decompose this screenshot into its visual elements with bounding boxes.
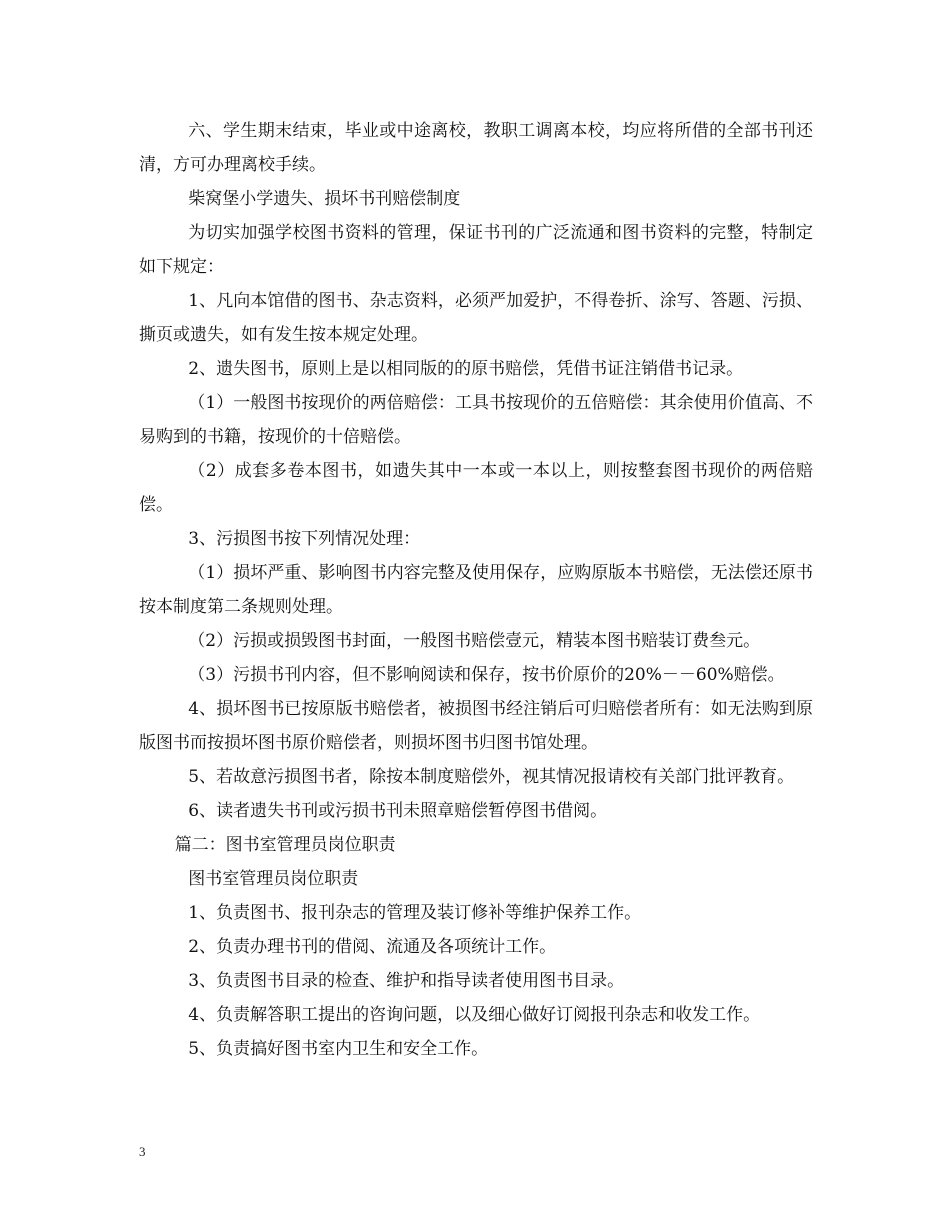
- paragraph: （3）污损书刊内容，但不影响阅读和保存，按书价原价的20%－－60%赔偿。: [188, 665, 785, 685]
- paragraph: 1、凡向本馆借的图书、杂志资料，必须严加爱护，不得卷折、涂写、答题、污损、撕页或遗失，如有发生按本规定处理。: [139, 291, 813, 345]
- paragraph: 为切实加强学校图书资料的管理，保证书刊的广泛流通和图书资料的完整，特制定如下规定：: [139, 223, 813, 277]
- paragraph: 4、损坏图书已按原版书赔偿者，被损图书经注销后可归赔偿者所有：如无法购到原版图书而按损坏图书原价赔偿者，则损坏图书归图书馆处理。: [139, 699, 813, 753]
- paragraph: 柴窝堡小学遗失、损坏书刊赔偿制度: [188, 189, 461, 209]
- paragraph: 4、负责解答职工提出的咨询问题，以及细心做好订阅报刊杂志和收发工作。: [188, 1005, 761, 1025]
- paragraph: （1）损坏严重、影响图书内容完整及使用保存，应购原版本书赔偿，无法偿还原书按本制度第二条规则处理。: [139, 563, 813, 617]
- page-number: 3: [139, 1144, 146, 1159]
- paragraph: 1、负责图书、报刊杂志的管理及装订修补等维护保养工作。: [188, 903, 642, 923]
- paragraph: 2、遗失图书，原则上是以相同版的的原书赔偿，凭借书证注销借书记录。: [188, 359, 744, 379]
- paragraph: 六、学生期末结束，毕业或中途离校，教职工调离本校，均应将所借的全部书刊还清，方可办理离校手续。: [139, 121, 813, 175]
- paragraph: （2）成套多卷本图书，如遗失其中一本或一本以上，则按整套图书现价的两倍赔偿。: [139, 461, 813, 515]
- document-body: [139, 114, 813, 1066]
- paragraph: 5、负责搞好图书室内卫生和安全工作。: [188, 1039, 489, 1059]
- paragraph: 6、读者遗失书刊或污损书刊未照章赔偿暂停图书借阅。: [188, 801, 608, 821]
- paragraph: 篇二：图书室管理员岗位职责: [174, 835, 396, 855]
- paragraph: （1）一般图书按现价的两倍赔偿：工具书按现价的五倍赔偿：其余使用价值高、不易购到的书籍，按现价的十倍赔偿。: [139, 393, 813, 447]
- paragraph: 图书室管理员岗位职责: [188, 869, 359, 889]
- paragraph: 3、污损图书按下列情况处理：: [188, 529, 421, 549]
- paragraph: 3、负责图书目录的检查、维护和指导读者使用图书目录。: [188, 971, 625, 991]
- paragraph: 2、负责办理书刊的借阅、流通及各项统计工作。: [188, 937, 557, 957]
- paragraph: （2）污损或损毁图书封面，一般图书赔偿壹元，精装本图书赔装订费叁元。: [188, 631, 761, 651]
- paragraph: 5、若故意污损图书者，除按本制度赔偿外，视其情况报请校有关部门批评教育。: [188, 767, 795, 787]
